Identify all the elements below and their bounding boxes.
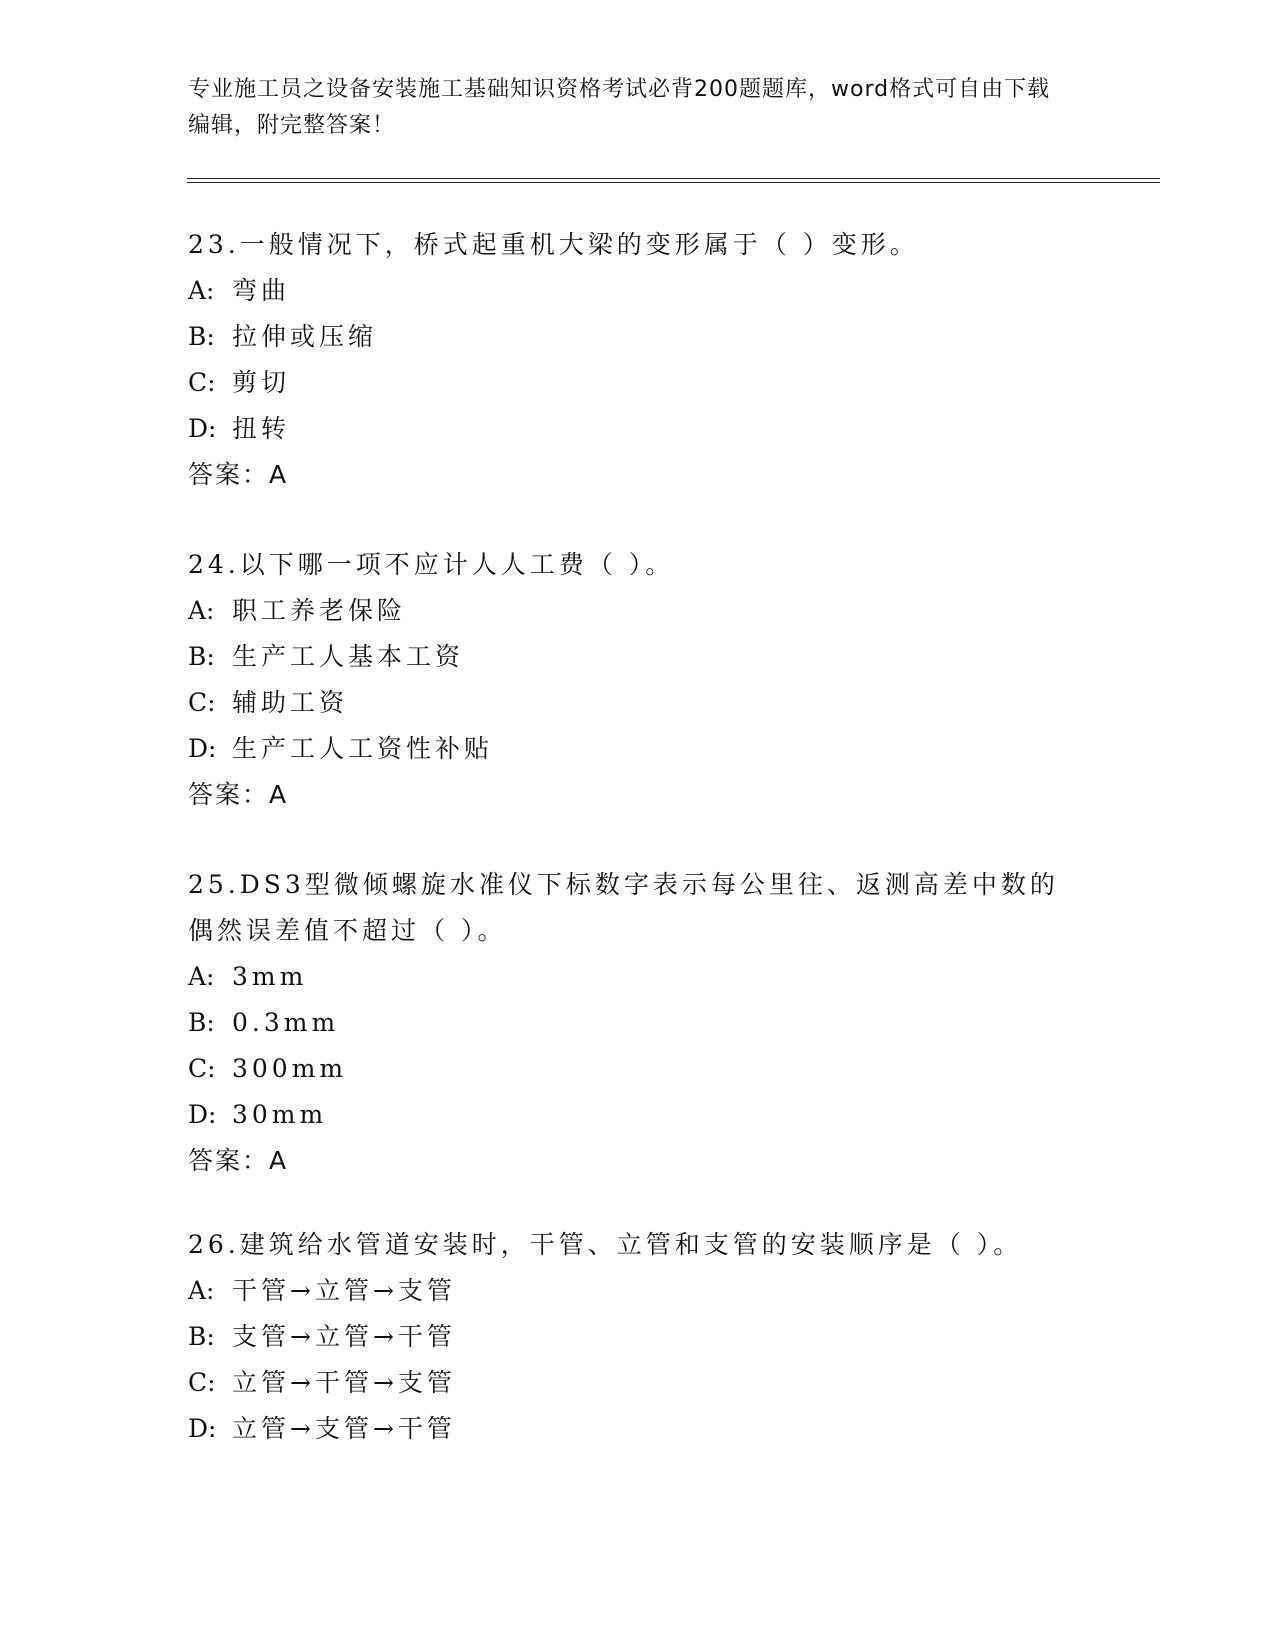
- option-key: A:: [188, 962, 215, 991]
- option-key: D:: [188, 1100, 217, 1129]
- option-b: [188, 1000, 1068, 1046]
- option-key: D:: [188, 734, 217, 763]
- option-text: 干管→立管→支管: [232, 1276, 456, 1305]
- option-text: 300mm: [232, 1054, 348, 1083]
- option-a: [188, 268, 1088, 314]
- question-26: [188, 1222, 1088, 1452]
- option-b: [188, 1314, 1088, 1360]
- option-key: C:: [188, 688, 216, 717]
- option-c: [188, 1046, 1068, 1092]
- option-key: B:: [188, 322, 215, 351]
- option-text: 剪切: [232, 368, 291, 397]
- option-text: 0.3mm: [232, 1008, 340, 1037]
- answer-label: 答案：A: [188, 1146, 289, 1175]
- option-key: B:: [188, 642, 215, 671]
- option-key: A:: [188, 1276, 215, 1305]
- question-stem: 24.以下哪一项不应计人人工费（ ）。: [188, 550, 675, 579]
- option-key: D:: [188, 414, 217, 443]
- option-key: A:: [188, 596, 215, 625]
- question-stem: 25.DS3型微倾螺旋水准仪下标数字表示每公里往、返测高差中数的偶然误差值不超过（ ）。: [188, 870, 1059, 945]
- option-key: C:: [188, 1368, 216, 1397]
- option-c: [188, 680, 1088, 726]
- option-text: 3mm: [232, 962, 308, 991]
- answer-label: 答案：A: [188, 780, 289, 809]
- option-key: C:: [188, 1054, 216, 1083]
- option-text: 立管→支管→干管: [232, 1414, 456, 1443]
- option-text: 生产工人工资性补贴: [232, 734, 494, 763]
- option-c: [188, 360, 1088, 406]
- question-stem: 23.一般情况下，桥式起重机大梁的变形属于（ ）变形。: [188, 230, 919, 259]
- document-header: 专业施工员之设备安装施工基础知识资格考试必背200题题库，word格式可自由下载编辑，附完整答案！: [188, 77, 1051, 138]
- option-d: [188, 1092, 1068, 1138]
- option-d: [188, 1406, 1088, 1452]
- question-stem: 26.建筑给水管道安装时，干管、立管和支管的安装顺序是（ ）。: [188, 1230, 1023, 1259]
- option-text: 拉伸或压缩: [232, 322, 378, 351]
- option-key: D:: [188, 1414, 217, 1443]
- option-text: 立管→干管→支管: [232, 1368, 456, 1397]
- header-divider: [187, 178, 1160, 183]
- option-b: [188, 634, 1088, 680]
- option-a: [188, 954, 1068, 1000]
- question-25: [188, 862, 1068, 1184]
- option-d: [188, 726, 1088, 772]
- option-text: 生产工人基本工资: [232, 642, 465, 671]
- answer-label: 答案：A: [188, 460, 289, 489]
- option-text: 弯曲: [232, 276, 291, 305]
- question-23: [188, 222, 1088, 498]
- option-text: 职工养老保险: [232, 596, 407, 625]
- option-text: 支管→立管→干管: [232, 1322, 456, 1351]
- option-a: [188, 588, 1088, 634]
- option-key: B:: [188, 1008, 215, 1037]
- option-key: C:: [188, 368, 216, 397]
- option-text: 30mm: [232, 1100, 328, 1129]
- option-b: [188, 314, 1088, 360]
- option-a: [188, 1268, 1088, 1314]
- option-key: A:: [188, 276, 215, 305]
- option-d: [188, 406, 1088, 452]
- question-24: [188, 542, 1088, 818]
- option-text: 辅助工资: [232, 688, 349, 717]
- option-text: 扭转: [232, 414, 291, 443]
- option-c: [188, 1360, 1088, 1406]
- option-key: B:: [188, 1322, 215, 1351]
